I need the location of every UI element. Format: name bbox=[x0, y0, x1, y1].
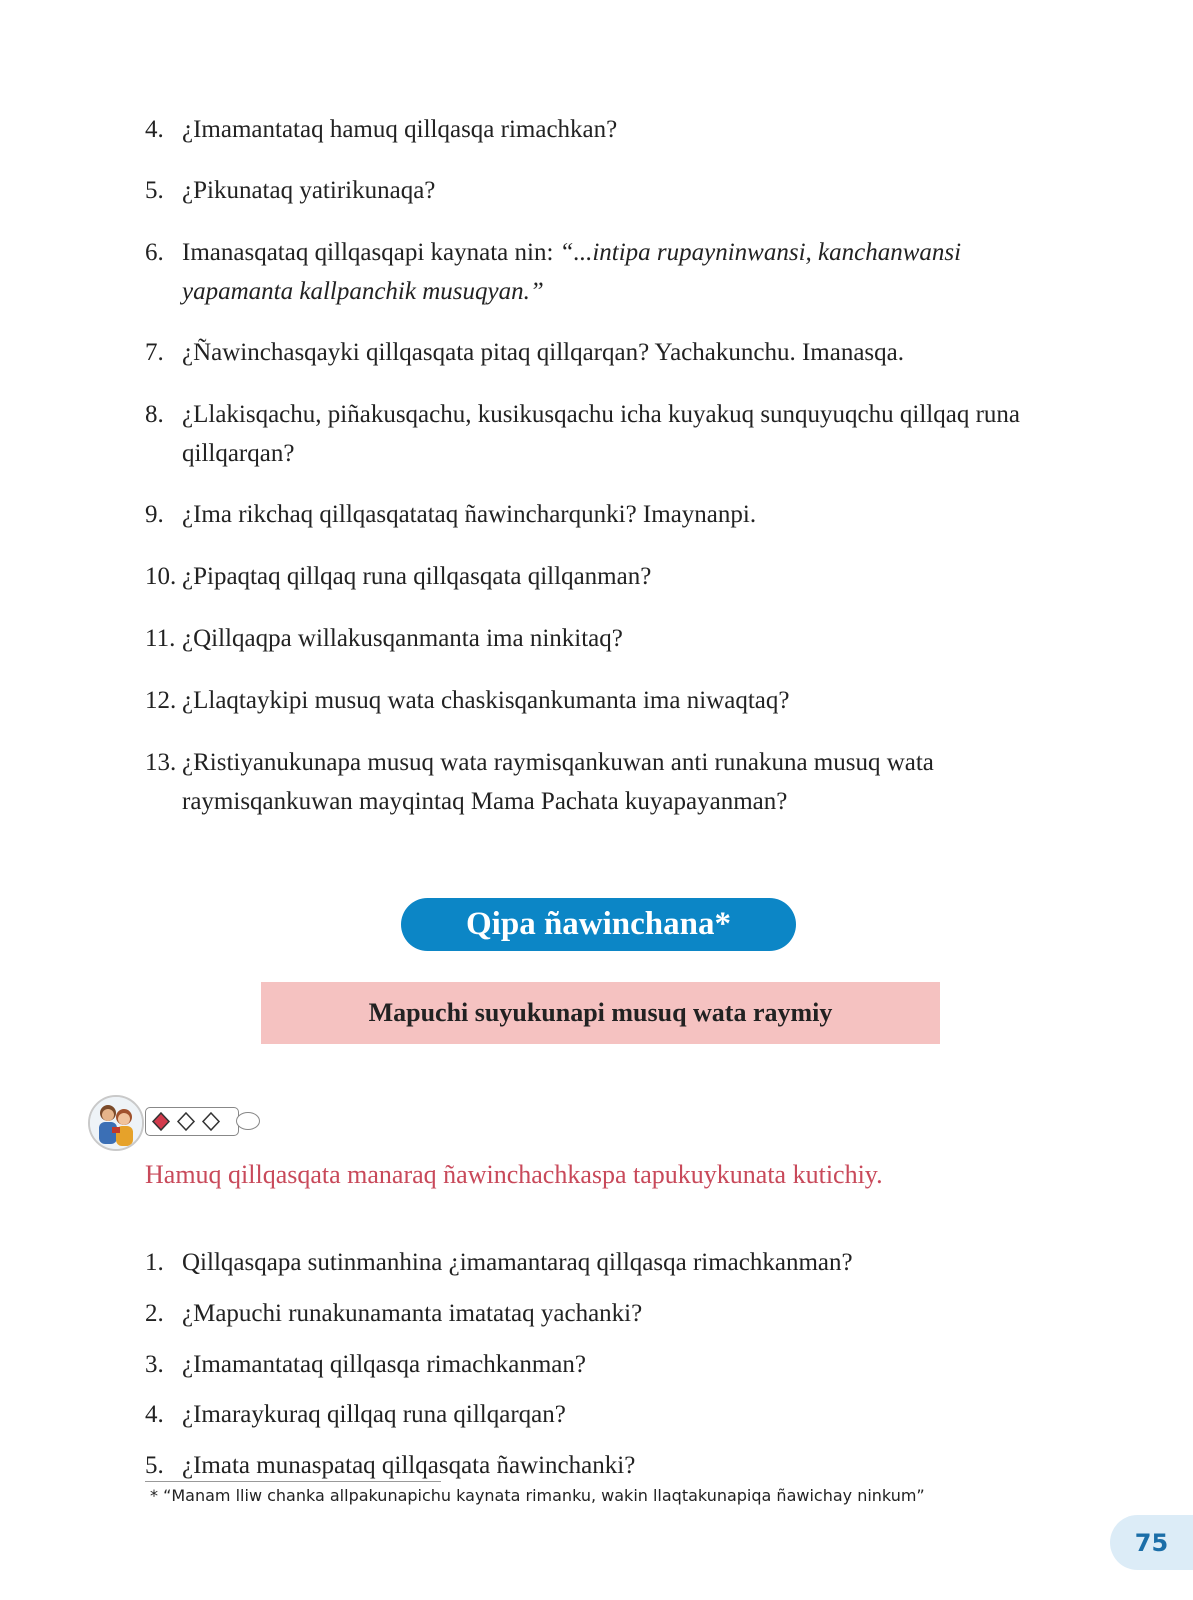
pre-reading-question-1 bbox=[145, 1243, 1045, 1282]
pre-reading-question-2 bbox=[145, 1294, 1045, 1333]
instruction-text: Hamuq qillqasqata manaraq ñawinchachkaspa tapukuykunata kutichiy. bbox=[145, 1160, 883, 1189]
children-pair-icon bbox=[88, 1095, 144, 1151]
level-diamond-empty-icon bbox=[203, 1113, 219, 1130]
question-number: 7. bbox=[145, 339, 164, 366]
question-number: 9. bbox=[145, 501, 164, 528]
question-item-10 bbox=[145, 557, 1045, 596]
question-number: 13. bbox=[145, 749, 177, 776]
question-number: 4. bbox=[145, 116, 164, 143]
pre-reading-question-3 bbox=[145, 1345, 1045, 1384]
question-item-11 bbox=[145, 619, 1045, 658]
question-text: ¿Llakisqachu, piñakusqachu, kusikusqachu icha kuyakuq sunquyuqchu qillqaq runa qillqarqan? bbox=[182, 401, 1021, 467]
question-text: ¿Ñawinchasqayki qillqasqata pitaq qillqarqan? Yachakunchu. Imanasqa. bbox=[182, 339, 904, 366]
question-number: 1. bbox=[145, 1249, 164, 1276]
pre-reading-question-5 bbox=[145, 1446, 1045, 1485]
question-item-13 bbox=[145, 743, 1045, 821]
question-number: 3. bbox=[145, 1351, 164, 1378]
question-text: ¿Ristiyanukunapa musuq wata raymisqankuwan anti runakuna musuq wata raymisqankuwan mayqintaq Mama Pachata kuyapayanman? bbox=[182, 749, 934, 815]
question-text: ¿Imaraykuraq qillqaq runa qillqarqan? bbox=[182, 1401, 566, 1428]
question-text: ¿Imamantataq hamuq qillqasqa rimachkan? bbox=[182, 116, 618, 143]
question-item-12 bbox=[145, 681, 1045, 720]
question-number: 8. bbox=[145, 401, 164, 428]
question-text-plain: Imanasqataq qillqasqapi kaynata nin: bbox=[182, 239, 560, 266]
footnote: * “Manam lliw chanka allpakunapichu kaynata rimanku, wakin llaqtakunapiqa ñawichay ninkum” bbox=[150, 1486, 925, 1505]
question-text: ¿Llaqtaykipi musuq wata chaskisqankumanta ima niwaqtaq? bbox=[182, 687, 790, 714]
page-number: 75 bbox=[1110, 1515, 1193, 1570]
level-diamond-filled-icon bbox=[153, 1113, 169, 1130]
question-text: ¿Imata munaspataq qillqasqata ñawinchanki? bbox=[182, 1452, 636, 1479]
question-item-7 bbox=[145, 333, 1045, 372]
question-text: ¿Ima rikchaq qillqasqatataq ñawincharqunki? Imaynanpi. bbox=[182, 501, 757, 528]
level-diamond-empty-icon bbox=[178, 1113, 194, 1130]
section-title: Qipa ñawinchana* bbox=[401, 898, 796, 951]
question-item-4 bbox=[145, 110, 1045, 149]
question-item-9 bbox=[145, 495, 1045, 534]
difficulty-level-indicator bbox=[145, 1107, 239, 1136]
question-number: 11. bbox=[145, 625, 176, 652]
question-number: 5. bbox=[145, 177, 164, 204]
question-number: 4. bbox=[145, 1401, 164, 1428]
question-number: 2. bbox=[145, 1300, 164, 1327]
question-number: 10. bbox=[145, 563, 177, 590]
pre-reading-question-4 bbox=[145, 1395, 1045, 1434]
question-item-8 bbox=[145, 395, 1045, 473]
question-text: ¿Mapuchi runakunamanta imatataq yachanki? bbox=[182, 1300, 643, 1327]
question-number: 12. bbox=[145, 687, 177, 714]
question-number: 6. bbox=[145, 239, 164, 266]
question-text: ¿Pikunataq yatirikunaqa? bbox=[182, 177, 436, 204]
question-quote: “...intipa rupayninwansi, kanchanwansi yapamanta kallpanchik musuqyan.” bbox=[182, 239, 962, 305]
question-item-6 bbox=[145, 233, 1045, 311]
question-text: ¿Imamantataq qillqasqa rimachkanman? bbox=[182, 1351, 586, 1378]
reading-title: Mapuchi suyukunapi musuq wata raymiy bbox=[261, 982, 940, 1044]
question-text: Qillqasqapa sutinmanhina ¿imamantaraq qillqasqa rimachkanman? bbox=[182, 1249, 853, 1276]
question-item-5 bbox=[145, 171, 1045, 210]
question-text bbox=[182, 233, 1045, 311]
tag-loop-icon bbox=[236, 1112, 260, 1130]
question-text: ¿Qillqaqpa willakusqanmanta ima ninkitaq? bbox=[182, 625, 623, 652]
footnote-divider bbox=[145, 1481, 441, 1482]
question-number: 5. bbox=[145, 1452, 164, 1479]
question-text: ¿Pipaqtaq qillqaq runa qillqasqata qillqanman? bbox=[182, 563, 652, 590]
